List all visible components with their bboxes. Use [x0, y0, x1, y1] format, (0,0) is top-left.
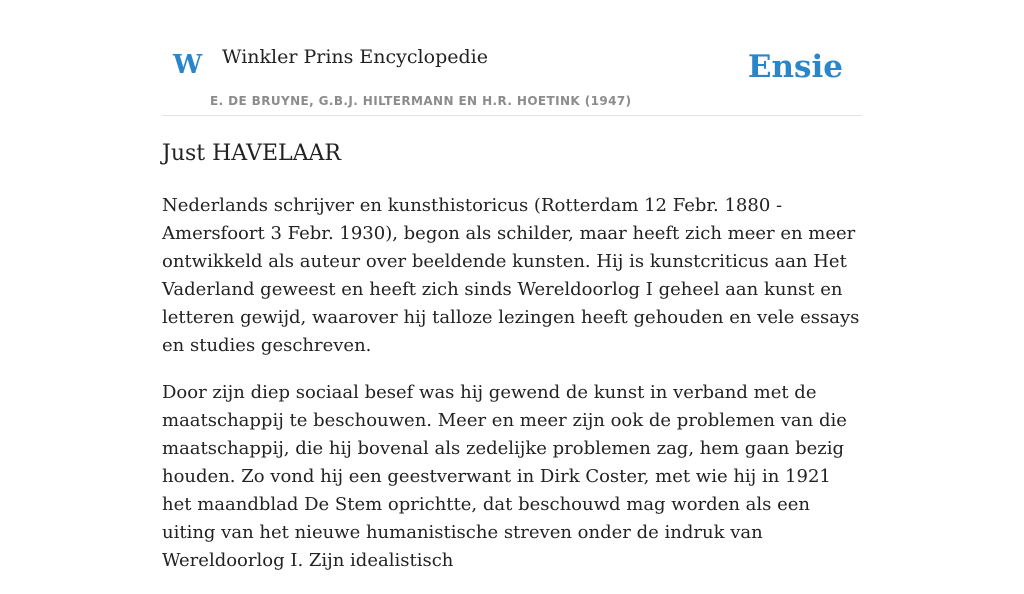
- article-title: Just HAVELAAR: [162, 141, 341, 166]
- article-paragraph: Nederlands schrijver en kunsthistoricus (Rotterdam 12 Febr. 1880 - Amersfoort 3 Febr. 1930), begon als schilder, maar heeft zich meer en meer ontwikkeld als auteur over beeldende kunsten. Hij is kunstcriticus aan Het Vaderland geweest en heeft zich sinds Wereldoorlog I geheel aan kunst en letteren gewijd, waarover hij talloze lezingen heeft gehouden en vele essays en studies geschreven.: [162, 195, 860, 356]
- ensie-logo[interactable]: Ensie: [747, 49, 843, 85]
- header: [162, 0, 862, 116]
- site-title[interactable]: Winkler Prins Encyclopedie: [222, 46, 488, 68]
- article-paragraph: Door zijn diep sociaal besef was hij gewend de kunst in verband met de maatschappij te beschouwen. Meer en meer zijn ook de problemen van die maatschappij, die hij bovenal als zedelijke problemen zag, hem gaan bezig houden. Zo vond hij een geestverwant in Dirk Coster, met wie hij in 1921 het maandblad De Stem oprichtte, dat beschouwd mag worden als een uiting van het nieuwe humanistische streven onder de indruk van Wereldoorlog I. Zijn idealistisch: [162, 382, 847, 571]
- authors-line: E. DE BRUYNE, G.B.J. HILTERMANN EN H.R. HOETINK (1947): [210, 94, 632, 108]
- article-body: [162, 192, 866, 594]
- winkler-prins-logo[interactable]: W: [173, 50, 203, 80]
